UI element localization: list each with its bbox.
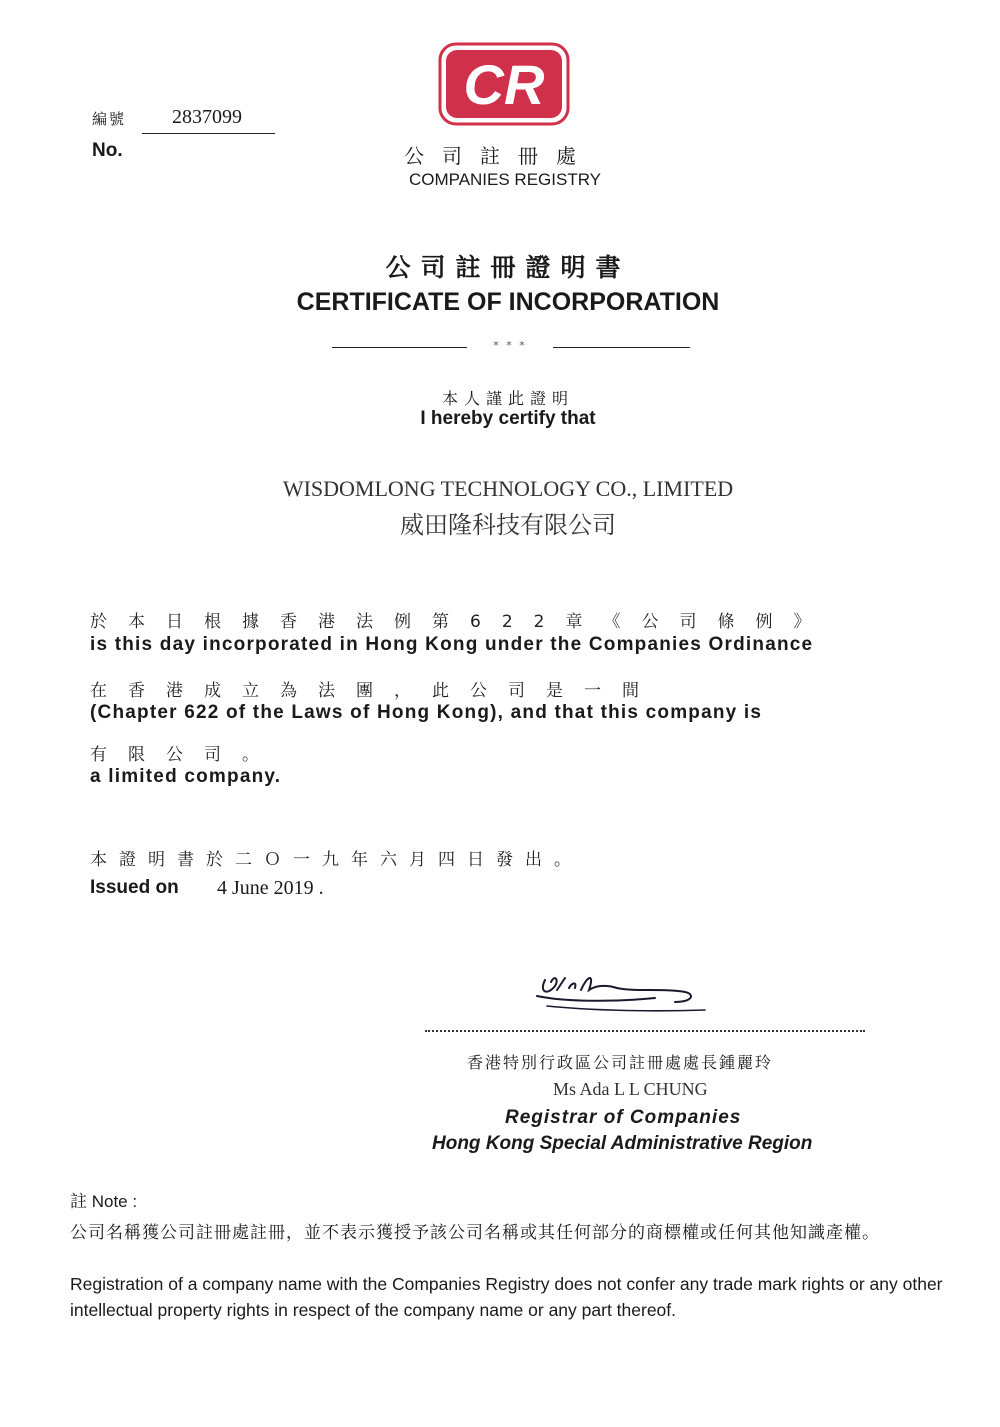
issued-date-en: 4 June 2019 .: [217, 877, 324, 899]
body-line2-zh: 在香港成立為法團，此公司是一間: [90, 681, 660, 701]
registrar-region: Hong Kong Special Administrative Region: [432, 1133, 813, 1154]
certificate-number-value: 2837099: [172, 106, 242, 128]
certificate-number-label-en: No.: [92, 140, 123, 161]
registrar-title: Registrar of Companies: [505, 1107, 742, 1128]
logo-text: CR: [463, 53, 545, 116]
registrar-name-en: Ms Ada L L CHUNG: [553, 1079, 708, 1099]
body-line1-zh: 於本日根據香港法例第622章《公司條例》: [90, 612, 832, 632]
title-divider-right: [553, 347, 690, 348]
note-text-zh: 公司名稱獲公司註冊處註冊，並不表示獲授予該公司名稱或其任何部分的商標權或任何其他知識產權。: [70, 1223, 880, 1243]
issued-on-label: Issued on: [90, 877, 179, 898]
body-line3-zh: 有限公司。: [90, 745, 280, 765]
body-line3-en: a limited company.: [90, 766, 282, 787]
note-text-en: Registration of a company name with the Companies Registry does not confer any trade mark rights or any other intellectual property rights in respect of the company name or any part thereof.: [70, 1274, 943, 1320]
title-ornament: * * *: [493, 339, 527, 352]
companies-registry-en: COMPANIES REGISTRY: [408, 170, 602, 189]
registrar-signature: [525, 962, 715, 1022]
companies-registry-logo: [438, 42, 570, 126]
certify-text-zh: 本人謹此證明: [441, 389, 574, 408]
certificate-number-label-zh: 編號: [92, 110, 127, 128]
certify-text-en: I hereby certify that: [420, 408, 596, 429]
body-line2-en: (Chapter 622 of the Laws of Hong Kong), and that this company is: [90, 702, 763, 723]
note-label: 註 Note :: [70, 1192, 138, 1211]
title-divider-left: [332, 347, 467, 348]
company-name-en: WISDOMLONG TECHNOLOGY CO., LIMITED: [282, 476, 734, 501]
issued-date-zh: 本證明書於二Ｏ一九年六月四日發出。: [90, 850, 583, 870]
registrar-name-zh: 香港特別行政區公司註冊處處長鍾麗玲: [467, 1053, 774, 1072]
certificate-title-en: CERTIFICATE OF INCORPORATION: [296, 288, 720, 316]
companies-registry-zh: 公司註冊處: [404, 144, 594, 168]
company-name-zh: 威田隆科技有限公司: [400, 511, 616, 539]
certificate-number-underline: [142, 133, 275, 134]
certificate-title-zh: 公司註冊證明書: [385, 253, 631, 282]
body-line1-en: is this day incorporated in Hong Kong under the Companies Ordinance: [90, 634, 814, 655]
signature-dotted-line: [425, 1030, 865, 1032]
